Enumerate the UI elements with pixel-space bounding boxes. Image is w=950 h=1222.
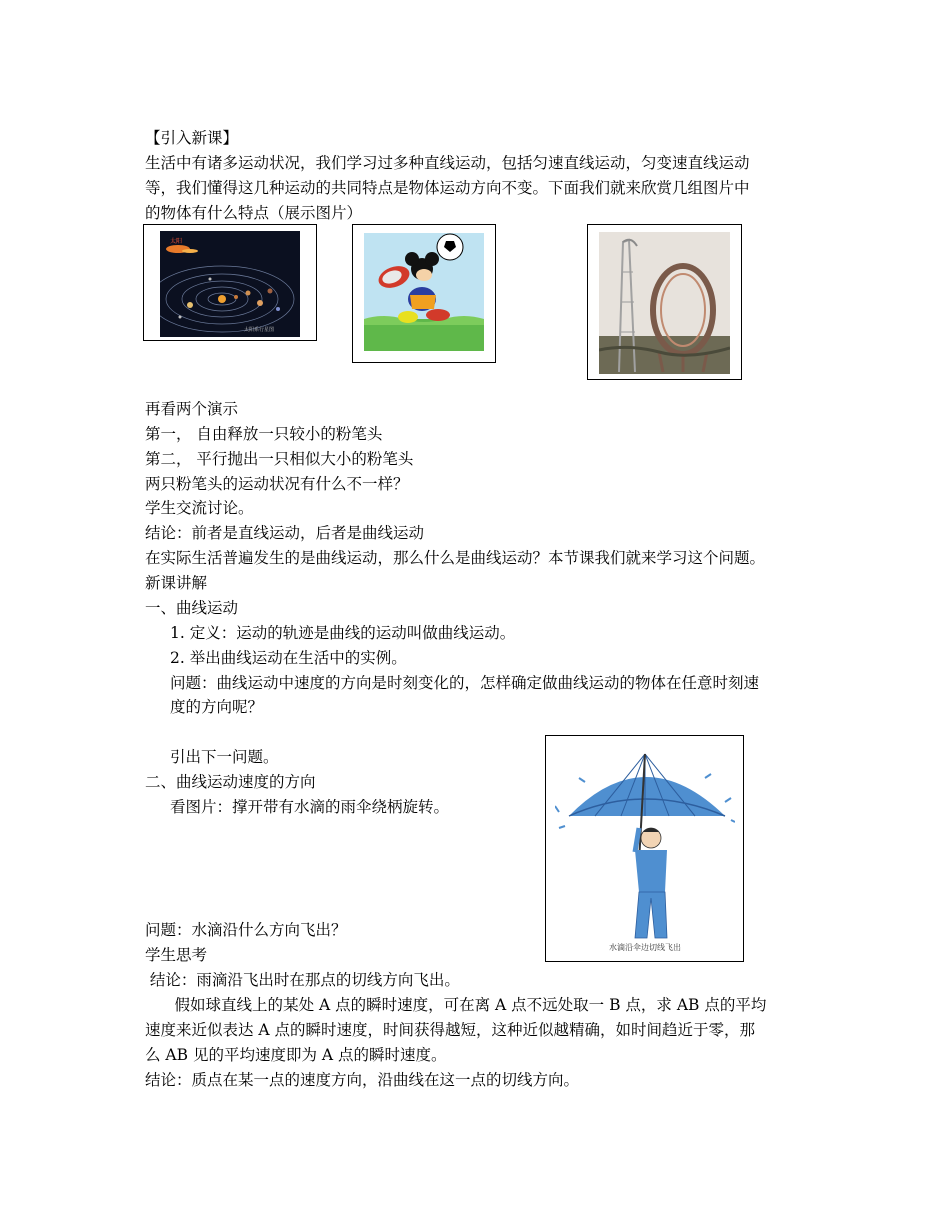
intro-paragraph-line-1: 生活中有诸多运动状况，我们学习过多种直线运动，包括匀速直线运动，匀变速直线运动 <box>145 154 750 172</box>
solar-system-image <box>143 224 317 341</box>
demo-intro: 再看两个演示 <box>145 400 239 418</box>
roller-coaster-illustration <box>599 232 730 374</box>
umbrella-illustration <box>555 742 735 956</box>
solar-system-illustration <box>160 231 300 337</box>
section2-paragraph-line-3: 么 AB 见的平均速度即为 A 点的瞬时速度。 <box>145 1046 447 1064</box>
umbrella-image <box>545 735 744 962</box>
intro-paragraph-line-2: 等，我们懂得这几种运动的共同特点是物体运动方向不变。下面我们就来欣赏几组图片中 <box>145 179 750 197</box>
demo-discussion: 学生交流讨论。 <box>145 499 254 517</box>
section2-think: 学生思考 <box>145 946 208 964</box>
cartoon-soccer-illustration <box>364 233 484 351</box>
section2-title: 二、曲线运动速度的方向 <box>145 773 316 791</box>
section2-question: 问题：水滴沿什么方向飞出？ <box>145 921 347 939</box>
demo-first: 第一， 自由释放一只较小的粉笔头 <box>145 425 383 443</box>
solar-title: 太阳 <box>170 238 183 245</box>
section2-paragraph-line-1: 假如球直线上的某处 A 点的瞬时速度，可在离 A 点不远处取一 B 点，求 AB 点的平均 <box>145 996 767 1014</box>
intro-paragraph-line-3: 的物体有什么特点（展示图片） <box>145 204 363 222</box>
section1-item-2: 2. 举出曲线运动在生活中的实例。 <box>170 649 407 667</box>
section1-question-line-1: 问题：曲线运动中速度的方向是时刻变化的，怎样确定做曲线运动的物体在任意时刻速 <box>170 674 760 692</box>
intro-heading: 【引入新课】 <box>145 129 239 147</box>
demo-second: 第二， 平行抛出一只相似大小的粉笔头 <box>145 450 414 468</box>
section1-title: 一、曲线运动 <box>145 599 239 617</box>
section2-look: 看图片：撑开带有水滴的雨伞绕柄旋转。 <box>170 798 450 816</box>
section1-item-1: 1. 定义：运动的轨迹是曲线的运动叫做曲线运动。 <box>170 624 516 642</box>
section1-lead: 引出下一问题。 <box>170 748 279 766</box>
demo-conclusion: 结论：前者是直线运动，后者是曲线运动 <box>145 524 425 542</box>
section2-paragraph-line-2: 速度来近似表达 A 点的瞬时速度，时间获得越短，这种近似越精确，如时间趋近于零，那 <box>145 1021 756 1039</box>
new-lesson-heading: 新课讲解 <box>145 574 208 592</box>
section2-conclusion-2: 结论：质点在某一点的速度方向，沿曲线在这一点的切线方向。 <box>145 1071 580 1089</box>
section1-question-line-2: 度的方向呢？ <box>170 698 264 716</box>
demo-transition: 在实际生活普遍发生的是曲线运动，那么什么是曲线运动？本节课我们就来学习这个问题。 <box>145 549 766 567</box>
umbrella-caption: 水滴沿伞边切线飞出 <box>609 943 681 952</box>
section2-conclusion-1: 结论：雨滴沿飞出时在那点的切线方向飞出。 <box>145 971 460 989</box>
solar-caption: 太阳系行星图 <box>244 327 275 333</box>
cartoon-soccer-image <box>352 224 496 363</box>
roller-coaster-image <box>587 224 742 380</box>
demo-question: 两只粉笔头的运动状况有什么不一样？ <box>145 475 409 493</box>
